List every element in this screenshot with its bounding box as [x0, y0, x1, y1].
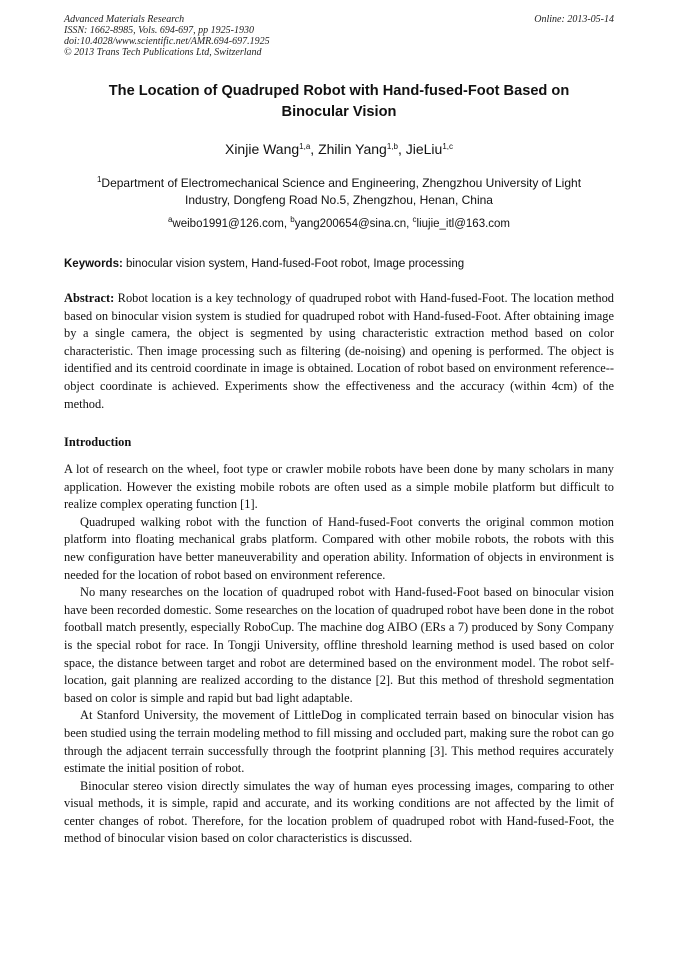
copyright-line: © 2013 Trans Tech Publications Ltd, Switzerland	[64, 47, 262, 58]
author-name: Xinjie Wang	[224, 141, 300, 157]
section-heading-introduction: Introduction	[64, 435, 132, 449]
author-name: JieLiu	[405, 141, 443, 157]
affiliation-line-1: $^1$Department of Electromechanical Science and Engineering, Zhengzhou University of Light	[96, 175, 582, 190]
abstract-text: Robot location is a key technology of quadruped robot with Hand-fused-Foot. The location method based on binocular vision system is studied for quadruped robot with Hand-fused-Foot. After obtaining image by a single camera, the object is segmented by using characteristic extraction method based on color characteristic. Then image processing such as filtering (de-noising) and opening is performed. The object is identified and its centroid coordinate in image is obtained. Location of robot based on environment reference--object coordinate is achieved. Experiments show the effectiveness and the accuracy (within 4cm) of the method.	[64, 291, 614, 411]
abstract	[64, 290, 614, 413]
author-separator: ,	[310, 141, 319, 157]
email-link: weibo1991@126.com,	[172, 218, 291, 230]
keywords-text: binocular vision system, Hand-fused-Foot robot, Image processing	[122, 258, 465, 270]
paragraph: At Stanford University, the movement of LittleDog in complicated terrain based on binocular vision has been studied using the terrain modeling method to fill missing and occluded part, making sure the robot can go through the adjacent terrain successfully through the footprint planning [3]. This method requires accurately estimate the initial position of robot.	[64, 708, 614, 776]
email-link: liujie_itl@163.com	[416, 218, 511, 230]
author-affil-sup: 1,a	[299, 142, 311, 151]
introduction-body	[64, 461, 614, 848]
email-link: yang200654@sina.cn,	[294, 218, 413, 230]
title-line-2: Binocular Vision	[281, 104, 397, 120]
author-separator: ,	[397, 141, 406, 157]
paragraph: Quadruped walking robot with the function of Hand-fused-Foot converts the original common motion platform into floating mechanical grabs platform. Compared with other mobile robots, the robots with this new configuration have better maneuverability and operation ability. Information of objects in environment is needed for the location of robot based on environment reference.	[64, 514, 614, 582]
abstract-label: Abstract:	[64, 291, 115, 305]
author-affil-sup: 1,b	[386, 142, 398, 151]
keywords	[64, 256, 614, 272]
journal-header	[64, 14, 270, 58]
paragraph: A lot of research on the wheel, foot type or crawler mobile robots have been done by many scholars in many application. However the existing mobile robots are often used as a simple mobile platform but difficult to realize complex operating function [1].	[64, 462, 614, 512]
email-sup: c	[412, 215, 417, 224]
author-name: Zhilin Yang	[318, 141, 387, 157]
author-affil-sup: 1,c	[442, 142, 453, 151]
issn-line: ISSN: 1662-8985, Vols. 694-697, pp 1925-1930	[64, 25, 254, 36]
email-sup: a	[167, 215, 173, 224]
affiliation-sup: 1	[96, 175, 102, 184]
paragraph: No many researches on the location of quadruped robot with Hand-fused-Foot based on binocular vision have been recorded domestic. Some researches on the location of quadruped robot have been done in the robot football match presently, especially RoboCup. The machine dog AIBO (ERs a 7) produced by Sony Company is the special robot for race. In Tongji University, offline threshold learning method is used based on color space, the distance between target and robot are determined based on the environment model. The robot self-location, gait planning are realized according to the distance [2]. But this method of threshold segmentation based on color is simple and rapid but bad light adaptable.	[64, 585, 614, 705]
author-list	[70, 140, 608, 158]
doi-line: doi:10.4028/www.scientific.net/AMR.694-697.1925	[64, 36, 270, 47]
paper-title	[70, 81, 608, 123]
affiliation-line-2: Industry, Dongfeng Road No.5, Zhengzhou, Henan, China	[185, 193, 493, 207]
online-date: Online: 2013-05-14	[534, 14, 614, 25]
email-sup: b	[290, 215, 295, 224]
title-line-1: The Location of Quadruped Robot with Hand-fused-Foot Based on	[108, 83, 570, 99]
journal-name: Advanced Materials Research	[64, 14, 185, 25]
affiliation	[70, 175, 608, 209]
email-list	[70, 217, 608, 232]
keywords-label: Keywords:	[64, 258, 123, 270]
paragraph: Binocular stereo vision directly simulates the way of human eyes processing images, comparing to other visual methods, it is simple, rapid and accurate, and its working conditions are not affected by the limit of center changes of robot. Therefore, for the location problem of quadruped robot with Hand-fused-Foot, the method of binocular vision based on color characteristics is discussed.	[64, 778, 614, 846]
